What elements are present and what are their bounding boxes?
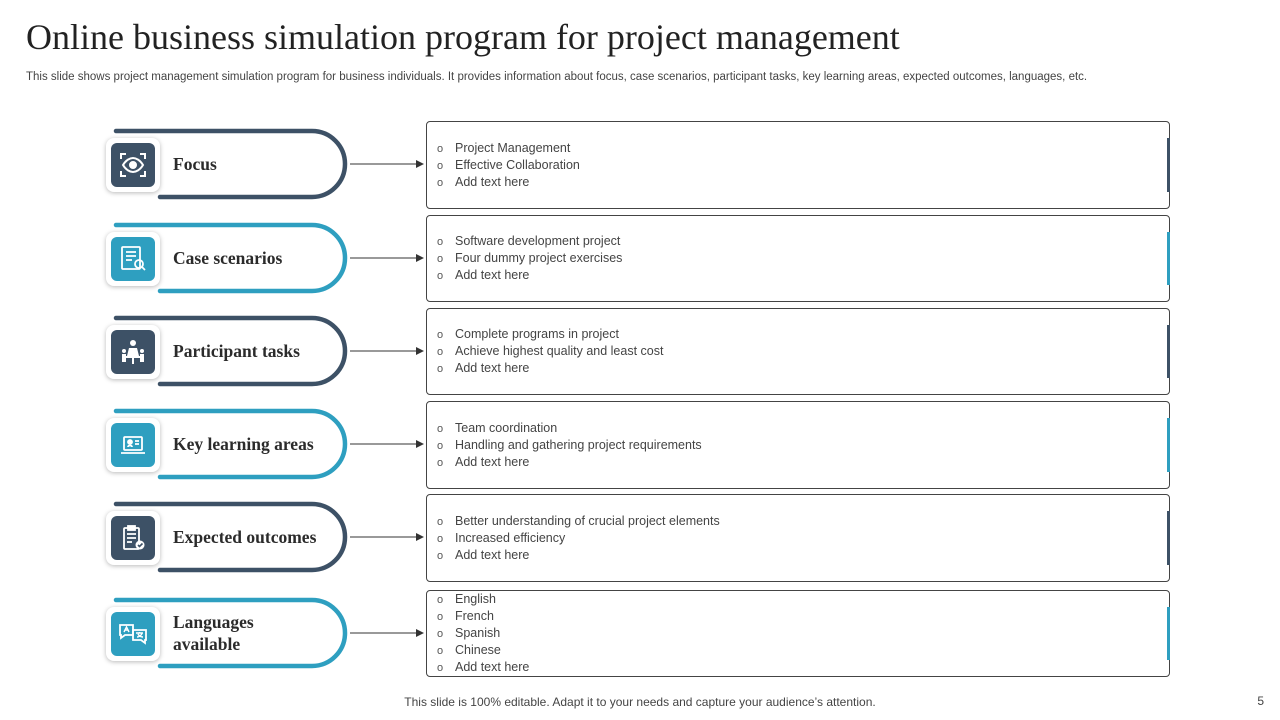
bullet-marker: o bbox=[437, 422, 444, 435]
bullet-marker: o bbox=[437, 236, 444, 248]
arrow-connector bbox=[350, 529, 426, 545]
details-box bbox=[426, 215, 1170, 302]
bullet-text: Chinese bbox=[455, 643, 501, 657]
bullet-marker: o bbox=[437, 253, 444, 265]
bullet-text: Project Management bbox=[455, 140, 571, 155]
bullet-marker: o bbox=[437, 142, 444, 155]
list-item bbox=[437, 250, 1169, 267]
bullet-marker: o bbox=[437, 594, 444, 606]
bullet-marker: o bbox=[437, 270, 444, 282]
page-number: 5 bbox=[1257, 694, 1264, 708]
bullet-text: Handling and gathering project requirements bbox=[455, 437, 702, 452]
bullet-marker: o bbox=[437, 532, 444, 545]
bullet-marker: o bbox=[437, 159, 444, 172]
list-item bbox=[437, 174, 1169, 191]
list-item bbox=[437, 360, 1169, 377]
eye-scan-icon bbox=[111, 143, 155, 187]
accent-bar bbox=[1167, 511, 1170, 565]
accent-bar bbox=[1167, 138, 1170, 192]
bullet-marker: o bbox=[437, 645, 444, 657]
bullet-text: Increased efficiency bbox=[455, 530, 566, 545]
bullet-marker: o bbox=[437, 176, 444, 189]
bullet-marker: o bbox=[437, 662, 444, 674]
bullet-text: English bbox=[455, 592, 496, 606]
icon-tile bbox=[106, 607, 160, 661]
accent-bar bbox=[1167, 325, 1170, 378]
team-meeting-icon bbox=[111, 330, 155, 374]
list-item bbox=[437, 547, 1169, 564]
bullet-text: Software development project bbox=[455, 234, 621, 248]
list-item bbox=[437, 608, 1169, 625]
arrow-connector bbox=[350, 156, 426, 172]
bullet-marker: o bbox=[437, 515, 444, 528]
arrow-connector bbox=[350, 250, 426, 266]
icon-tile bbox=[106, 511, 160, 565]
bullet-marker: o bbox=[437, 611, 444, 623]
translate-icon bbox=[111, 612, 155, 656]
list-item bbox=[437, 140, 1169, 157]
footer-note: This slide is 100% editable. Adapt it to your needs and capture your audience’s attention. bbox=[404, 695, 876, 709]
bullet-text: Team coordination bbox=[455, 420, 558, 435]
laptop-learning-icon bbox=[111, 423, 155, 467]
icon-tile bbox=[106, 138, 160, 192]
bullet-text: Achieve highest quality and least cost bbox=[455, 344, 664, 358]
list-item bbox=[437, 326, 1169, 343]
list-item bbox=[437, 513, 1169, 530]
row-label: Focus bbox=[173, 154, 217, 174]
bullet-marker: o bbox=[437, 363, 444, 375]
bullet-text: Complete programs in project bbox=[455, 327, 619, 341]
bullet-text: Add text here bbox=[455, 174, 530, 189]
arrow-connector bbox=[350, 436, 426, 452]
accent-bar bbox=[1167, 232, 1170, 285]
bullet-text: Add text here bbox=[455, 547, 530, 562]
accent-bar bbox=[1167, 418, 1170, 472]
row-label: Languages available bbox=[173, 612, 254, 654]
list-item bbox=[437, 233, 1169, 250]
bullet-marker: o bbox=[437, 329, 444, 341]
bullet-list bbox=[437, 326, 1169, 377]
bullet-text: Effective Collaboration bbox=[455, 157, 580, 172]
icon-tile bbox=[106, 418, 160, 472]
bullet-marker: o bbox=[437, 549, 444, 562]
details-box bbox=[426, 308, 1170, 395]
list-item bbox=[437, 454, 1169, 471]
list-item bbox=[437, 591, 1169, 608]
list-item bbox=[437, 437, 1169, 454]
list-item bbox=[437, 625, 1169, 642]
list-item bbox=[437, 659, 1169, 676]
bullet-text: French bbox=[455, 609, 494, 623]
page-title: Online business simulation program for project management bbox=[26, 17, 900, 57]
row-label: Expected outcomes bbox=[173, 527, 317, 547]
list-item bbox=[437, 267, 1169, 284]
bullet-list bbox=[437, 140, 1169, 191]
icon-tile bbox=[106, 232, 160, 286]
row-label: Key learning areas bbox=[173, 434, 314, 454]
icon-tile bbox=[106, 325, 160, 379]
clipboard-check-icon bbox=[111, 516, 155, 560]
bullet-list bbox=[437, 591, 1169, 676]
row-label: Case scenarios bbox=[173, 248, 283, 268]
document-search-icon bbox=[111, 237, 155, 281]
bullet-list bbox=[437, 233, 1169, 284]
bullet-list bbox=[437, 513, 1169, 564]
list-item bbox=[437, 530, 1169, 547]
bullet-text: Add text here bbox=[455, 454, 530, 469]
details-box bbox=[426, 401, 1170, 489]
bullet-list bbox=[437, 420, 1169, 471]
bullet-marker: o bbox=[437, 628, 444, 640]
bullet-text: Add text here bbox=[455, 361, 530, 375]
row-label: Participant tasks bbox=[173, 341, 300, 361]
details-box bbox=[426, 590, 1170, 677]
list-item bbox=[437, 642, 1169, 659]
bullet-text: Four dummy project exercises bbox=[455, 251, 623, 265]
list-item bbox=[437, 157, 1169, 174]
bullet-text: Add text here bbox=[455, 268, 530, 282]
arrow-connector bbox=[350, 343, 426, 359]
bullet-text: Spanish bbox=[455, 626, 501, 640]
arrow-connector bbox=[350, 625, 426, 641]
details-box bbox=[426, 121, 1170, 209]
bullet-marker: o bbox=[437, 346, 444, 358]
list-item bbox=[437, 343, 1169, 360]
bullet-text: Add text here bbox=[455, 660, 530, 674]
bullet-marker: o bbox=[437, 439, 444, 452]
list-item bbox=[437, 420, 1169, 437]
details-box bbox=[426, 494, 1170, 582]
bullet-marker: o bbox=[437, 456, 444, 469]
bullet-text: Better understanding of crucial project elements bbox=[455, 513, 720, 528]
page-subtitle: This slide shows project management simulation program for business individuals. It provides information about focus, case scenarios, participant tasks, key learning areas, expected outcomes, languages, etc. bbox=[26, 71, 1088, 83]
accent-bar bbox=[1167, 607, 1170, 660]
